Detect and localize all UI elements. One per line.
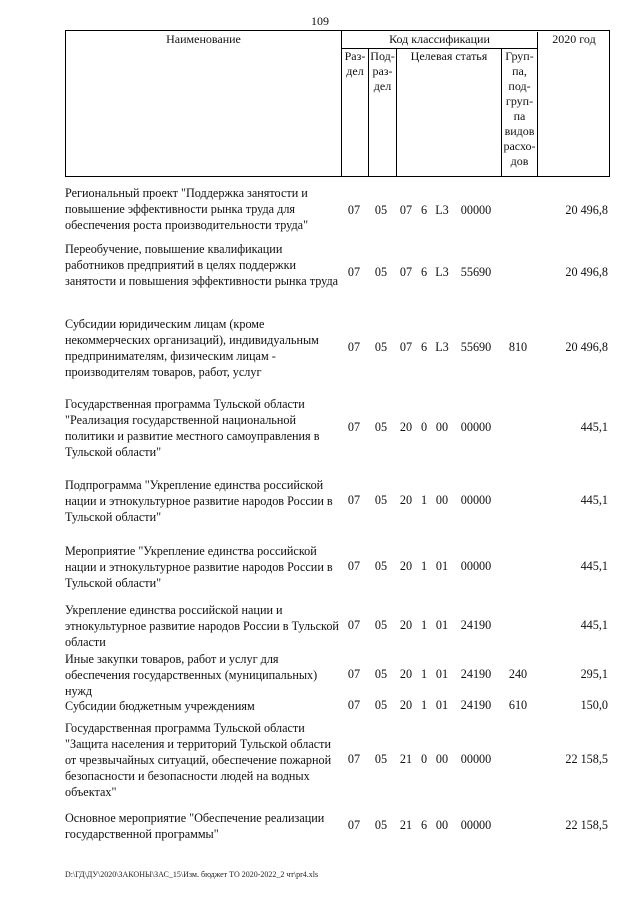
row-t3: L3 — [435, 265, 449, 279]
row-t1: 20 — [399, 698, 413, 712]
row-podrazdel: 05 — [374, 559, 388, 573]
header-year: 2020 год — [537, 32, 610, 176]
row-group: 810 — [508, 340, 528, 354]
row-podrazdel: 05 — [374, 340, 388, 354]
row-t4: 55690 — [460, 265, 492, 279]
row-t4: 55690 — [460, 340, 492, 354]
row-amount: 445,1 — [580, 493, 608, 507]
table-row — [65, 543, 610, 591]
row-amount: 150,0 — [580, 698, 608, 712]
row-t1: 20 — [399, 618, 413, 632]
row-podrazdel: 05 — [374, 493, 388, 507]
file-path-footer: D:\ГД\ДУ\2020\ЗАКОНЫ\ЗАС_15\Изм. бюджет ТО 2020-2022_2 чт\pr4.xls — [65, 870, 319, 879]
row-t3: 00 — [435, 420, 449, 434]
row-podrazdel: 05 — [374, 265, 388, 279]
row-t2: 1 — [420, 618, 428, 632]
row-group: 610 — [508, 698, 528, 712]
row-razdel: 07 — [347, 559, 361, 573]
row-amount: 295,1 — [580, 667, 608, 681]
row-t2: 1 — [420, 667, 428, 681]
table-row — [65, 396, 610, 460]
row-t3: 00 — [435, 493, 449, 507]
row-t4: 24190 — [460, 698, 492, 712]
row-t3: L3 — [435, 203, 449, 217]
row-razdel: 07 — [347, 618, 361, 632]
row-razdel: 07 — [347, 340, 361, 354]
row-razdel: 07 — [347, 667, 361, 681]
row-t1: 20 — [399, 420, 413, 434]
row-amount: 22 158,5 — [565, 818, 608, 832]
row-t2: 1 — [420, 698, 428, 712]
row-podrazdel: 05 — [374, 698, 388, 712]
table-row — [65, 602, 610, 650]
row-name: Государственная программа Тульской области "Защита населения и территорий Тульской области от чрезвычайных ситуаций, обеспечение пожарной безопасности и безопасности людей на водных объектах" — [65, 721, 332, 799]
row-name: Иные закупки товаров, работ и услуг для обеспечения государственных (муниципальных) нужд — [65, 652, 318, 698]
row-podrazdel: 05 — [374, 203, 388, 217]
row-t4: 00000 — [460, 420, 492, 434]
header-group: Груп- па, под- груп- па видов расхо- дов — [501, 48, 537, 176]
row-t3: 01 — [435, 559, 449, 573]
row-t4: 00000 — [460, 752, 492, 766]
row-t1: 21 — [399, 818, 413, 832]
row-name: Субсидии юридическим лицам (кроме некоммерческих организаций), индивидуальным предпринимателям, физическим лицам - производителям товаров, работ, услуг — [65, 317, 319, 379]
table-row — [65, 698, 610, 714]
row-podrazdel: 05 — [374, 818, 388, 832]
row-amount: 20 496,8 — [565, 340, 608, 354]
row-name: Основное мероприятие "Обеспечение реализации государственной программы" — [65, 811, 325, 841]
table-row — [65, 477, 610, 525]
row-t2: 6 — [420, 340, 428, 354]
table-row — [65, 810, 610, 842]
row-amount: 20 496,8 — [565, 203, 608, 217]
row-t1: 20 — [399, 667, 413, 681]
row-podrazdel: 05 — [374, 667, 388, 681]
row-t4: 00000 — [460, 559, 492, 573]
row-t1: 21 — [399, 752, 413, 766]
table-header — [65, 30, 610, 177]
row-t2: 0 — [420, 420, 428, 434]
row-t2: 6 — [420, 203, 428, 217]
row-razdel: 07 — [347, 698, 361, 712]
row-razdel: 07 — [347, 265, 361, 279]
row-name: Государственная программа Тульской области "Реализация государственной национальной политики и развитие местного самоуправления в Тульской области" — [65, 397, 320, 459]
table-row — [65, 316, 610, 380]
table-row — [65, 241, 610, 305]
row-razdel: 07 — [347, 420, 361, 434]
row-podrazdel: 05 — [374, 752, 388, 766]
row-t2: 0 — [420, 752, 428, 766]
row-t3: 00 — [435, 818, 449, 832]
table-row — [65, 651, 610, 699]
header-podrazdel: Под- раз- дел — [368, 48, 396, 176]
header-class-code: Код классификации — [389, 32, 490, 46]
page-number: 109 — [311, 14, 329, 28]
row-t4: 00000 — [460, 818, 492, 832]
row-t2: 6 — [420, 265, 428, 279]
header-name: Наименование — [166, 32, 241, 46]
row-name: Переобучение, повышение квалификации работников предприятий в целях поддержки занятости и повышения эффективности рынка труда — [65, 242, 339, 288]
row-name: Укрепление единства российской нации и этнокультурное развитие народов России в Тульской области — [65, 603, 339, 649]
row-name: Субсидии бюджетным учреждениям — [65, 699, 255, 713]
header-target: Целевая статья — [396, 48, 501, 176]
row-t4: 24190 — [460, 618, 492, 632]
row-t1: 07 — [399, 340, 413, 354]
row-name: Региональный проект "Поддержка занятости и повышение эффективности рынка труда для обеспечения роста производительности труда" — [65, 186, 309, 232]
row-amount: 445,1 — [580, 559, 608, 573]
row-t1: 20 — [399, 493, 413, 507]
table-row — [65, 185, 610, 233]
row-podrazdel: 05 — [374, 618, 388, 632]
row-razdel: 07 — [347, 493, 361, 507]
row-podrazdel: 05 — [374, 420, 388, 434]
row-t1: 07 — [399, 265, 413, 279]
row-t3: 01 — [435, 667, 449, 681]
row-razdel: 07 — [347, 818, 361, 832]
row-name: Подпрограмма "Укрепление единства российской нации и этнокультурное развитие народов России в Тульской области" — [65, 478, 333, 524]
table-row — [65, 720, 610, 800]
row-amount: 445,1 — [580, 420, 608, 434]
header-razdel: Раз- дел — [341, 48, 368, 176]
row-t3: L3 — [435, 340, 449, 354]
row-t1: 20 — [399, 559, 413, 573]
row-t2: 1 — [420, 559, 428, 573]
row-t3: 00 — [435, 752, 449, 766]
row-t4: 00000 — [460, 493, 492, 507]
row-t4: 24190 — [460, 667, 492, 681]
row-amount: 22 158,5 — [565, 752, 608, 766]
row-amount: 445,1 — [580, 618, 608, 632]
row-t3: 01 — [435, 618, 449, 632]
row-group: 240 — [508, 667, 528, 681]
row-name: Мероприятие "Укрепление единства российской нации и этнокультурное развитие народов России в Тульской области" — [65, 544, 333, 590]
row-t4: 00000 — [460, 203, 492, 217]
row-amount: 20 496,8 — [565, 265, 608, 279]
row-t2: 1 — [420, 493, 428, 507]
row-t2: 6 — [420, 818, 428, 832]
row-razdel: 07 — [347, 203, 361, 217]
row-t1: 07 — [399, 203, 413, 217]
row-t3: 01 — [435, 698, 449, 712]
row-razdel: 07 — [347, 752, 361, 766]
